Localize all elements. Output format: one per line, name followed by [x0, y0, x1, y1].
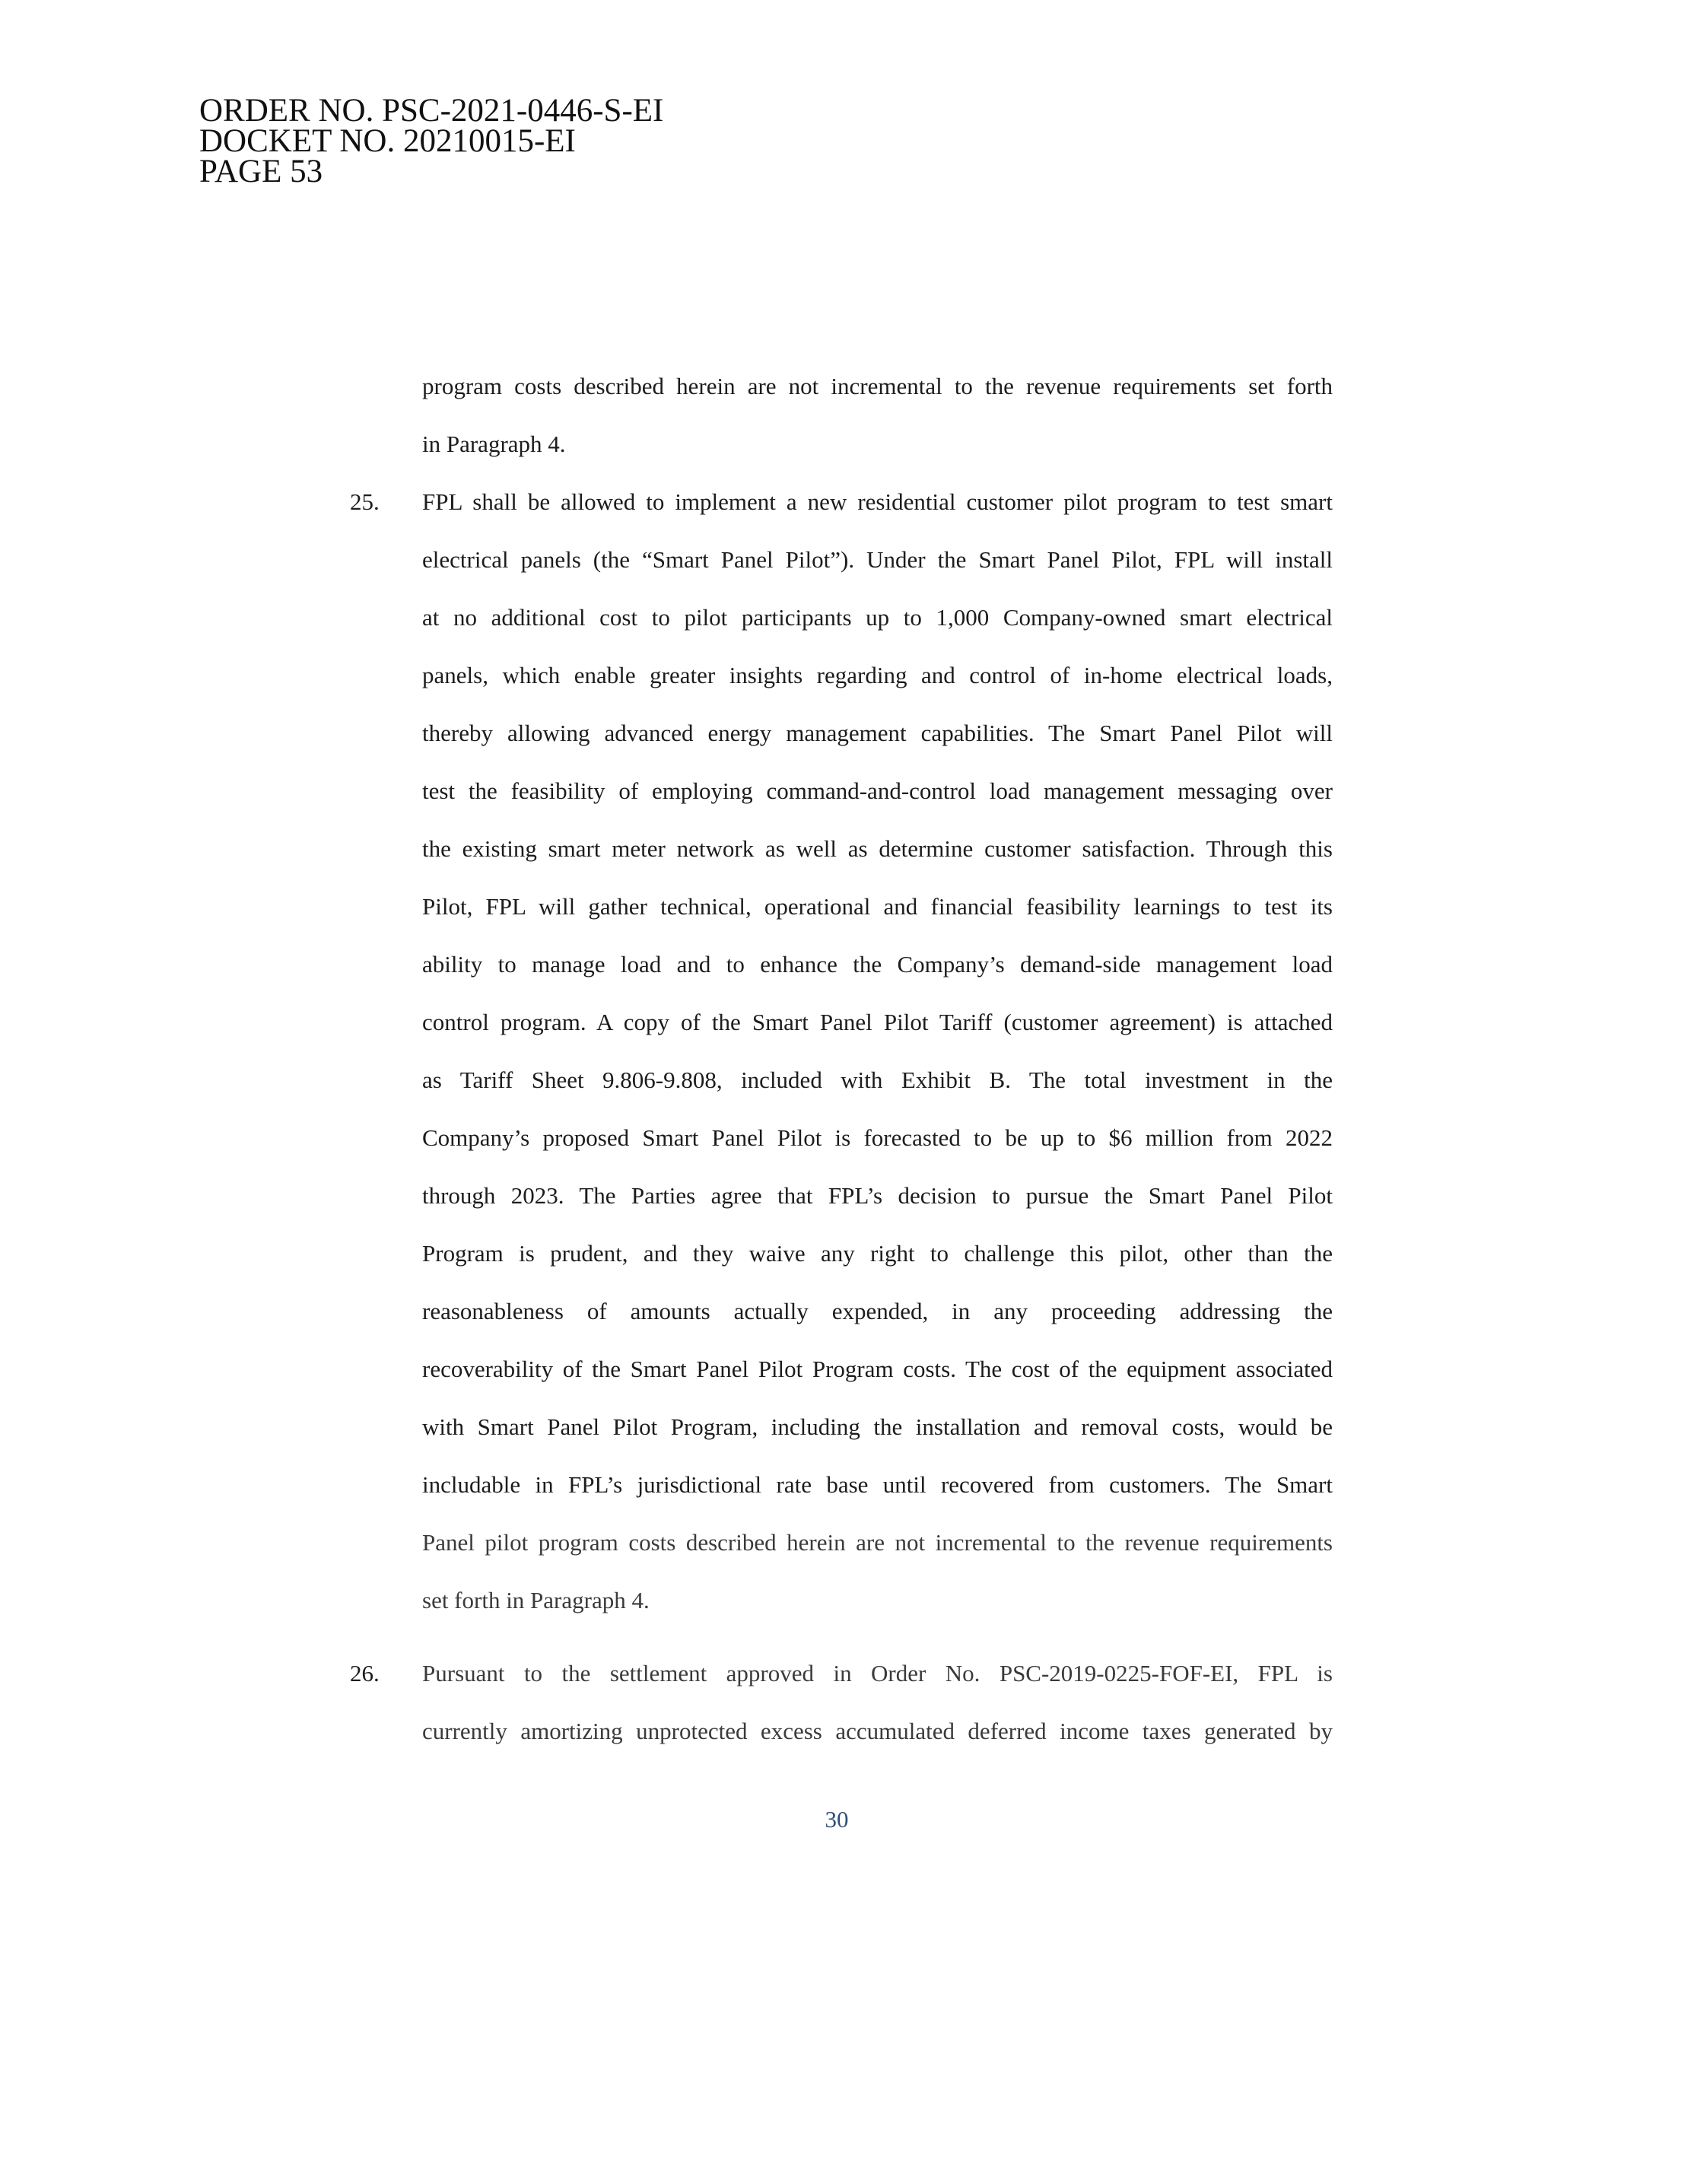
paragraph-line: Panel pilot program costs described herein are not incremental to the revenue requirements	[422, 1529, 1333, 1556]
paragraph-line: thereby allowing advanced energy management capabilities. The Smart Panel Pilot will	[422, 720, 1333, 746]
paragraph-line: control program. A copy of the Smart Panel Pilot Tariff (customer agreement) is attached	[422, 1009, 1333, 1035]
paragraph-line: includable in FPL’s jurisdictional rate base until recovered from customers. The Smart	[422, 1471, 1333, 1498]
continuation-line: in Paragraph 4.	[422, 431, 566, 457]
paragraph-line: test the feasibility of employing command-and-control load management messaging over	[422, 777, 1333, 804]
page-number: 30	[825, 1806, 849, 1833]
paragraph-line: with Smart Panel Pilot Program, including the installation and removal costs, would be	[422, 1413, 1333, 1440]
paragraph-line: reasonableness of amounts actually expended, in any proceeding addressing the	[422, 1298, 1333, 1324]
paragraph-line: recoverability of the Smart Panel Pilot Program costs. The cost of the equipment associated	[422, 1356, 1333, 1382]
paragraph-line: at no additional cost to pilot participants up to 1,000 Company-owned smart electrical	[422, 604, 1333, 631]
paragraph-line: ability to manage load and to enhance the Company’s demand-side management load	[422, 951, 1333, 978]
paragraph-line: FPL shall be allowed to implement a new residential customer pilot program to test smart	[422, 488, 1333, 515]
paragraph-number: 25.	[350, 488, 380, 515]
paragraph-line: Pursuant to the settlement approved in Order No. PSC-2019-0225-FOF-EI, FPL is	[422, 1660, 1333, 1686]
continuation-line: program costs described herein are not incremental to the revenue requirements set forth	[422, 373, 1333, 399]
paragraph-line: Company’s proposed Smart Panel Pilot is forecasted to be up to $6 million from 2022	[422, 1124, 1333, 1151]
paragraph-line: set forth in Paragraph 4.	[422, 1587, 650, 1613]
paragraph-line: panels, which enable greater insights regarding and control of in-home electrical loads,	[422, 662, 1333, 688]
document-header	[199, 93, 664, 189]
paragraph-line: Pilot, FPL will gather technical, operational and financial feasibility learnings to test its	[422, 893, 1333, 920]
paragraph-line: electrical panels (the “Smart Panel Pilot”). Under the Smart Panel Pilot, FPL will install	[422, 546, 1333, 573]
paragraph-line: through 2023. The Parties agree that FPL’s decision to pursue the Smart Panel Pilot	[422, 1182, 1333, 1209]
paragraph-line: currently amortizing unprotected excess accumulated deferred income taxes generated by	[422, 1718, 1333, 1744]
docket-number: DOCKET NO. 20210015-EI	[199, 123, 576, 159]
paragraph-line: as Tariff Sheet 9.806-9.808, included with Exhibit B. The total investment in the	[422, 1067, 1333, 1093]
page-label: PAGE 53	[199, 154, 323, 189]
paragraph-number: 26.	[350, 1660, 380, 1686]
paragraph-line: the existing smart meter network as well as determine customer satisfaction. Through this	[422, 835, 1333, 862]
order-number: ORDER NO. PSC-2021-0446-S-EI	[199, 93, 664, 129]
paragraph-line: Program is prudent, and they waive any right to challenge this pilot, other than the	[422, 1240, 1333, 1267]
